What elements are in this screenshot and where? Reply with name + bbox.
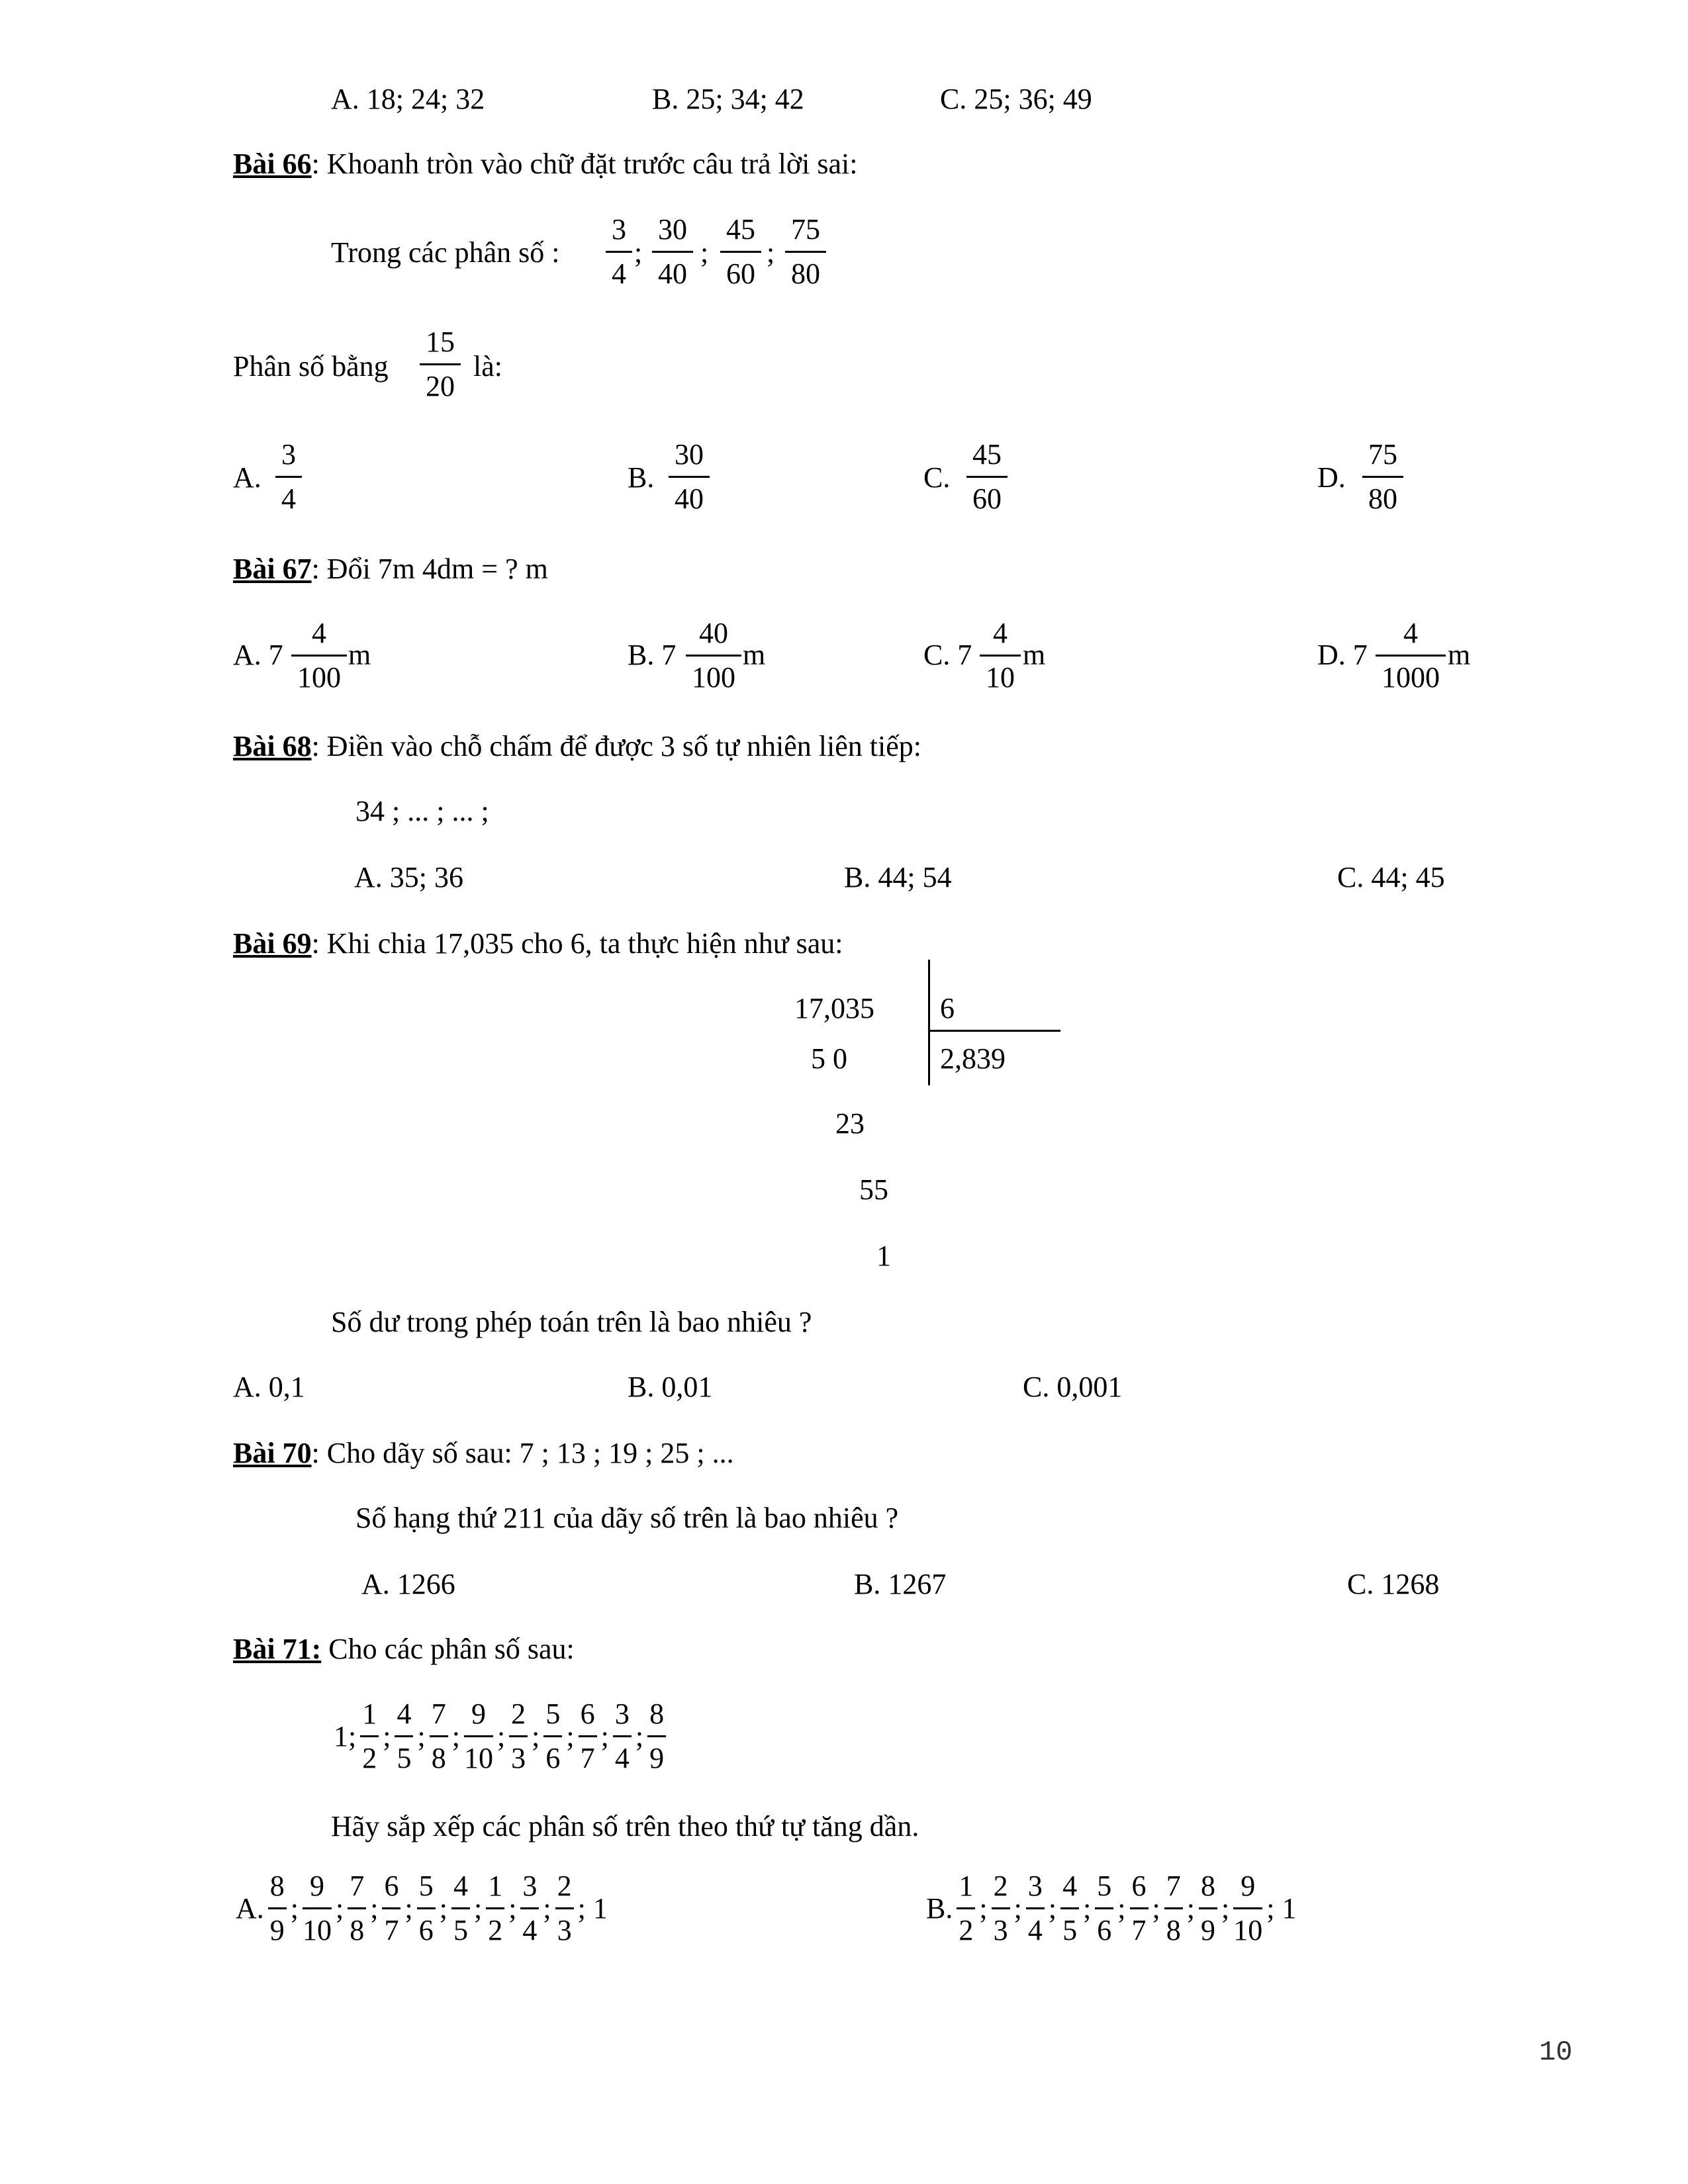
b71-opt-b-frac-7: $\frac{7}{8}$ [1164,1872,1183,1945]
b67-opt-b-label: B. 7 [628,639,677,671]
b66-question-suffix: là: [473,350,502,383]
b71-list-sep-8: ; [635,1720,644,1752]
b71-list-frac-7: $\frac{6}{7}$ [579,1700,597,1773]
division-vertical-line [928,960,930,1085]
b71-heading [233,1635,575,1664]
b67-opt-a-unit: m [348,639,371,671]
b71-opt-b-sep-4: ; [1083,1892,1092,1925]
b67-opt-a-label: A. 7 [233,639,283,671]
b71-opt-a-sep-5: ; [439,1892,447,1925]
b70-opt-b: B. 1267 [854,1568,947,1600]
b71-list-sep-1: ; [383,1720,391,1752]
b69-heading [233,929,843,958]
b71-instruction: Hãy sắp xếp các phân số trên theo thứ tự tăng dần. [331,1810,919,1843]
b66-frac-2: 30 40 [652,215,693,289]
b67-opt-b-unit: m [743,639,766,671]
b68-opt-c: C. 44; 45 [1337,861,1445,893]
b71-opt-a-frac-4: $\frac{6}{7}$ [382,1872,400,1945]
b71-fraction-list [331,1700,861,1779]
b70-label: Bài 70 [233,1437,312,1469]
division-step-2: 23 [835,1107,865,1140]
b71-opt-a-frac-6: $\frac{4}{5}$ [451,1872,470,1945]
b71-opt-a-frac-2: $\frac{9}{10}$ [303,1870,332,1946]
b71-opt-b-frac-4: $\frac{4}{5}$ [1060,1872,1079,1945]
b71-opt-b-sep-2: ; [1013,1892,1022,1925]
b71-opt-a-sep-4: ; [404,1892,413,1925]
b66-heading [233,150,857,179]
b66-text: : Khoanh tròn vào chữ đặt trước câu trả lời sai: [311,148,858,180]
b71-opt-b-sep-3: ; [1048,1892,1057,1925]
b71-list-frac-4: $\frac{9}{10}$ [463,1698,493,1774]
page-number: 10 [1539,2036,1573,2068]
b71-opt-a-sep-8: ; [543,1892,551,1925]
b71-list-sep-2: ; [417,1720,426,1752]
b71-opt-b-frac-1: $\frac{1}{2}$ [957,1872,975,1945]
b68-sequence: 34 ; ... ; ... ; [355,795,489,827]
quotient: 2,839 [940,1042,1006,1075]
b66-opt-b-label: B. [628,461,655,494]
b71-opt-b-frac-3: $\frac{3}{4}$ [1026,1872,1045,1945]
b67-opt-c-label: C. 7 [923,639,972,671]
b71-opt-b-prefix: B. [926,1892,953,1925]
b67-text: : Đổi 7m 4dm = ? m [311,553,548,585]
b66-question-frac: 15 20 [420,328,461,401]
b71-list-frac-9: $\frac{8}{9}$ [647,1700,666,1773]
b66-frac-1: 3 4 [606,215,632,289]
b71-opt-a-frac-7: $\frac{1}{2}$ [486,1872,504,1945]
b69-opt-c: C. 0,001 [1023,1371,1123,1403]
division-step-3: 55 [859,1173,888,1206]
b70-heading [233,1439,734,1468]
b71-opt-a-frac-5: $\frac{5}{6}$ [417,1872,436,1945]
b66-list-prefix: Trong các phân số : [331,236,560,269]
b71-opt-a-sep-3: ; [370,1892,379,1925]
b68-text: : Điền vào chỗ chấm để được 3 số tự nhiên liên tiếp: [311,730,921,762]
b71-opt-a-frac-1: $\frac{8}{9}$ [268,1872,287,1945]
b66-opt-d-label: D. [1317,461,1346,494]
b71-opt-a-sep-6: ; [473,1892,483,1925]
b67-opt-d-unit: m [1448,639,1471,671]
b71-list-frac-6: $\frac{5}{6}$ [543,1700,562,1773]
b69-label: Bài 69 [233,927,312,960]
b67-opt-c-unit: m [1023,639,1046,671]
b69-opt-b: B. 0,01 [628,1371,713,1403]
b66-opt-c-frac: 45 60 [966,440,1008,514]
b66-sep-1: ; [634,236,643,269]
b71-list-sep-7: ; [600,1720,609,1752]
dividend: 17,035 [794,992,874,1024]
b69-question: Số dư trong phép toán trên là bao nhiêu ? [331,1306,812,1338]
b67-heading [233,555,548,584]
b71-opt-b-sep-5: ; [1117,1892,1126,1925]
b71-list-prefix: 1; [334,1720,357,1752]
b71-list-sep-3: ; [451,1720,460,1752]
b71-opt-b-sep-8: ; [1221,1892,1230,1925]
b71-opt-b-sep-7: ; [1186,1892,1195,1925]
b67-opt-b-frac: 40 100 [686,619,741,692]
b66-opt-b-frac: 30 40 [669,440,710,514]
b71-opt-a-frac-9: $\frac{2}{3}$ [555,1872,574,1945]
b71-opt-a-frac-3: $\frac{7}{8}$ [348,1872,366,1945]
b69-text: : Khi chia 17,035 cho 6, ta thực hiện như sau: [311,927,843,960]
option-c-top: C. 25; 36; 49 [940,83,1092,115]
b71-opt-b-frac-5: $\frac{5}{6}$ [1095,1872,1113,1945]
b66-question-prefix: Phân số bằng [233,350,389,383]
b71-list-sep-5: ; [532,1720,540,1752]
b71-opt-a-sep-2: ; [336,1892,344,1925]
b71-opt-a-tail: ; 1 [577,1892,608,1925]
b69-opt-a: A. 0,1 [233,1371,305,1403]
b71-list-frac-8: $\frac{3}{4}$ [613,1700,632,1773]
b68-opt-b: B. 44; 54 [844,861,952,893]
b66-opt-d-frac: 75 80 [1362,440,1403,514]
b71-list-frac-2: $\frac{4}{5}$ [395,1700,413,1773]
b71-opt-b-sep-6: ; [1152,1892,1160,1925]
division-step-1: 5 0 [811,1042,847,1075]
b71-list-frac-1: $\frac{1}{2}$ [360,1700,379,1773]
b71-option-a [233,1872,895,1951]
b71-label: Bài 71: [233,1633,322,1665]
b71-opt-b-frac-2: $\frac{2}{3}$ [992,1872,1010,1945]
b71-text: Cho các phân số sau: [321,1633,575,1665]
b71-opt-b-tail: ; 1 [1266,1892,1297,1925]
b71-list-frac-5: $\frac{2}{3}$ [509,1700,528,1773]
b67-opt-d-label: D. 7 [1317,639,1368,671]
divisor: 6 [940,992,955,1024]
b71-opt-b-frac-8: $\frac{8}{9}$ [1199,1872,1217,1945]
b71-opt-a-sep-7: ; [508,1892,517,1925]
b68-label: Bài 68 [233,730,312,762]
b71-opt-b-frac-9: $\frac{9}{10}$ [1233,1870,1263,1946]
b71-opt-a-sep-1: ; [290,1892,299,1925]
b71-option-b [923,1872,1585,1951]
b71-list-sep-6: ; [566,1720,575,1752]
b67-label: Bài 67 [233,553,312,585]
b66-opt-c-label: C. [923,461,951,494]
b68-opt-a: A. 35; 36 [354,861,463,893]
b70-question: Số hạng thứ 211 của dãy số trên là bao nhiêu ? [355,1502,899,1534]
b70-opt-c: C. 1268 [1347,1568,1440,1600]
b71-opt-b-sep-1: ; [979,1892,988,1925]
b66-label: Bài 66 [233,148,312,180]
b71-opt-a-frac-8: $\frac{3}{4}$ [520,1872,539,1945]
b66-sep-2: ; [700,236,709,269]
b66-frac-4: 75 80 [785,215,826,289]
b71-list-frac-3: $\frac{7}{8}$ [430,1700,448,1773]
b67-opt-d-frac: 4 1000 [1376,619,1446,692]
b66-sep-3: ; [767,236,775,269]
option-a-top: A. 18; 24; 32 [331,83,485,115]
b66-opt-a-frac: 3 4 [275,440,302,514]
b71-list-sep-4: ; [496,1720,506,1752]
b70-opt-a: A. 1266 [361,1568,455,1600]
b66-opt-a-label: A. [233,461,261,494]
b67-opt-c-frac: 4 10 [980,619,1021,692]
b68-heading [233,732,921,761]
division-horizontal-line [928,1030,1060,1032]
b71-opt-a-prefix: A. [236,1892,264,1925]
b66-frac-3: 45 60 [720,215,761,289]
option-b-top: B. 25; 34; 42 [652,83,804,115]
b67-opt-a-frac: 4 100 [291,619,347,692]
b70-text: : Cho dãy số sau: 7 ; 13 ; 19 ; 25 ; ... [311,1437,734,1469]
division-step-4: 1 [876,1240,891,1272]
b71-opt-b-frac-6: $\frac{6}{7}$ [1130,1872,1149,1945]
